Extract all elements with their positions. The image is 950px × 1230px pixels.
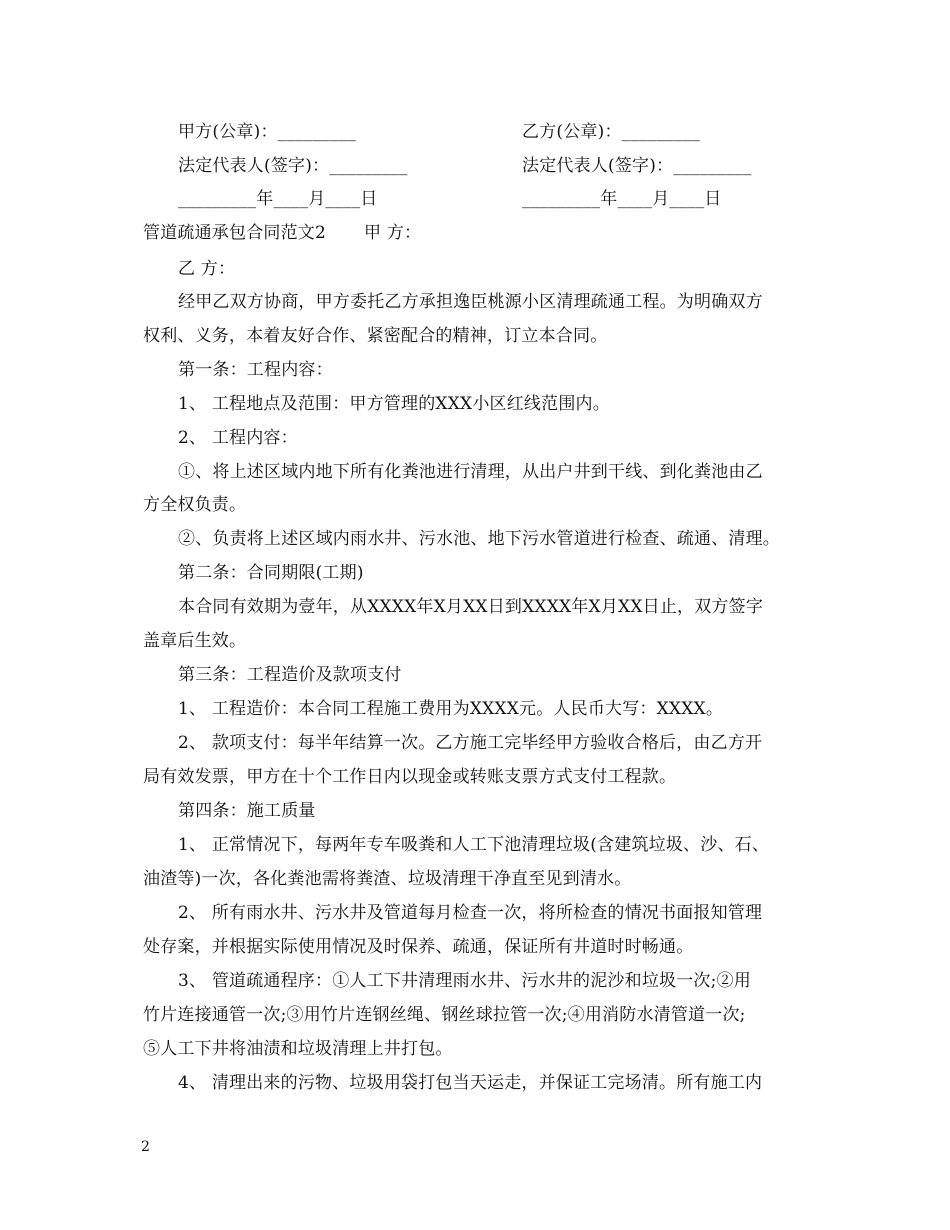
party-b-date: _________年____月____日 xyxy=(522,189,722,209)
page-number: 2 xyxy=(141,1139,150,1155)
body-line: 3、 管道疏通程序：①人工下井清理雨水井、污水井的泥沙和垃圾一次;②用 xyxy=(178,971,751,991)
body-line: 竹片连接通管一次;③用竹片连钢丝绳、钢丝球拉管一次;④用消防水清管道一次; xyxy=(143,1005,746,1025)
body-line: 4、 清理出来的污物、垃圾用袋打包当天运走，并保证工完场清。所有施工内 xyxy=(178,1073,763,1093)
body-line: 2、 款项支付：每半年结算一次。乙方施工完毕经甲方验收合格后，由乙方开 xyxy=(178,733,763,753)
body-line: 1、 正常情况下，每两年专车吸粪和人工下池清理垃圾(含建筑垃圾、沙、石、 xyxy=(178,835,770,855)
body-line: 1、 工程造价：本合同工程施工费用为XXXX元。人民币大写：XXXX。 xyxy=(178,699,724,719)
body-line: 经甲乙双方协商，甲方委托乙方承担逸臣桃源小区清理疏通工程。为明确双方 xyxy=(178,292,763,312)
article-heading: 第四条：施工质量 xyxy=(178,801,316,821)
article-heading: 第一条：工程内容： xyxy=(178,360,333,380)
body-line: 权利、义务，本着友好合作、紧密配合的精神，订立本合同。 xyxy=(143,326,608,346)
body-line: 局有效发票，甲方在十个工作日内以现金或转账支票方式支付工程款。 xyxy=(143,767,677,787)
body-line: 方全权负责。 xyxy=(143,495,247,515)
party-b-seal: 乙方(公章)：_________ xyxy=(522,122,700,142)
party-b-label: 乙 方： xyxy=(178,259,236,279)
contract-title: 管道疏通承包合同范文2 xyxy=(143,223,327,243)
body-line: ②、负责将上述区域内雨水井、污水池、地下污水管道进行检查、疏通、清理。 xyxy=(178,529,780,549)
body-line: 本合同有效期为壹年，从XXXX年X月XX日到XXXX年X月XX日止，双方签字 xyxy=(178,597,764,617)
body-line: ①、将上述区域内地下所有化粪池进行清理，从出户井到干线、到化粪池由乙 xyxy=(178,462,763,482)
body-line: 盖章后生效。 xyxy=(143,631,247,651)
party-b-representative: 法定代表人(签字)：_________ xyxy=(522,156,752,176)
body-line: ⑤人工下井将油渍和垃圾清理上井打包。 xyxy=(143,1039,453,1059)
party-a-date: _________年____月____日 xyxy=(178,189,378,209)
body-line: 2、 工程内容： xyxy=(178,428,298,448)
party-a-label: 甲 方： xyxy=(364,223,422,243)
party-a-seal: 甲方(公章)：_________ xyxy=(178,122,356,142)
body-line: 处存案，并根据实际使用情况及时保养、疏通，保证所有井道时时畅通。 xyxy=(143,937,694,957)
contract-heading xyxy=(143,222,421,244)
body-line: 1、 工程地点及范围：甲方管理的XXX小区红线范围内。 xyxy=(178,394,610,414)
body-line: 2、 所有雨水井、污水井及管道每月检查一次，将所检查的情况书面报知管理 xyxy=(178,903,763,923)
article-heading: 第三条：工程造价及款项支付 xyxy=(178,665,402,685)
article-heading: 第二条：合同期限(工期) xyxy=(178,563,364,583)
body-line: 油渣等)一次，各化粪池需将粪渣、垃圾清理干净直至见到清水。 xyxy=(143,869,632,889)
party-a-representative: 法定代表人(签字)：_________ xyxy=(178,156,408,176)
